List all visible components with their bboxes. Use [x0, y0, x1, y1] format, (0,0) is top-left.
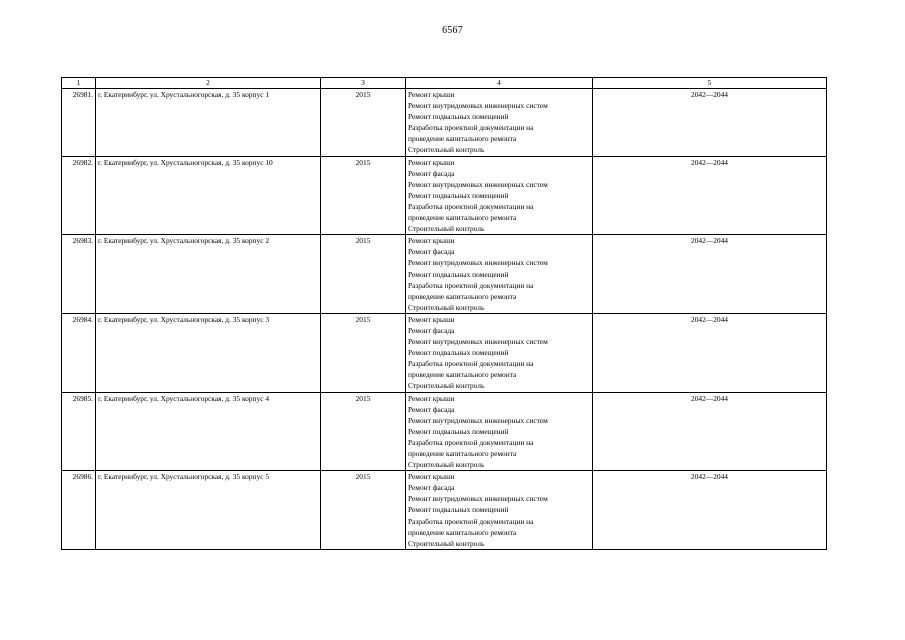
- work-item: Строительный контроль: [408, 460, 485, 470]
- work-item: проведение капитального ремонта: [408, 527, 517, 537]
- works-cell: [406, 156, 593, 235]
- table-row: [62, 156, 827, 235]
- row-number-cell: 26984.: [62, 313, 96, 392]
- work-item: Ремонт фасада: [408, 483, 455, 493]
- column-number-1: 1: [62, 78, 96, 89]
- works-cell: [406, 235, 593, 314]
- page-number: 6567: [442, 25, 463, 36]
- work-item: Разработка проектной документации на: [408, 437, 534, 447]
- column-number-2: 2: [96, 78, 321, 89]
- column-number-header-row: [62, 78, 827, 89]
- row-number-cell: 26983.: [62, 235, 96, 314]
- work-item: Ремонт фасада: [408, 168, 455, 178]
- work-item: Строительный контроль: [408, 538, 485, 548]
- work-item: Ремонт подвальных помещений: [408, 190, 509, 200]
- row-number-cell: 26986.: [62, 471, 96, 550]
- work-item: Разработка проектной документации на: [408, 516, 534, 526]
- period-cell: 2042—2044: [593, 89, 827, 157]
- work-item: Ремонт внутридомовых инженерных систем: [408, 101, 548, 111]
- period-cell: 2042—2044: [593, 313, 827, 392]
- address-cell: г. Екатеринбург, ул. Хрустальногорская, д. 35 корпус 2: [96, 235, 321, 314]
- year-cell: 2015: [321, 471, 406, 550]
- work-item: Ремонт фасада: [408, 247, 455, 257]
- table-row: [62, 471, 827, 550]
- table-row: [62, 313, 827, 392]
- period-cell: 2042—2044: [593, 156, 827, 235]
- year-cell: 2015: [321, 89, 406, 157]
- address-cell: г. Екатеринбург, ул. Хрустальногорская, д. 35 корпус 5: [96, 471, 321, 550]
- work-item: проведение капитального ремонта: [408, 449, 517, 458]
- work-item: Строительный контроль: [408, 302, 485, 312]
- works-cell: [406, 89, 593, 157]
- work-item: Ремонт подвальных помещений: [408, 426, 509, 436]
- row-number-cell: 26981.: [62, 89, 96, 157]
- work-item: Ремонт крыши: [408, 157, 455, 167]
- work-item: Ремонт крыши: [408, 236, 455, 246]
- work-item: Ремонт подвальных помещений: [408, 348, 509, 358]
- work-item: Ремонт крыши: [408, 472, 455, 482]
- column-number-3: 3: [321, 78, 406, 89]
- table-body: [62, 89, 827, 550]
- year-cell: 2015: [321, 156, 406, 235]
- work-item: Строительный контроль: [408, 224, 485, 234]
- work-item: проведение капитального ремонта: [408, 213, 517, 223]
- address-cell: г. Екатеринбург, ул. Хрустальногорская, д. 35 корпус 1: [96, 89, 321, 157]
- address-cell: г. Екатеринбург, ул. Хрустальногорская, д. 35 корпус 4: [96, 392, 321, 471]
- period-cell: 2042—2044: [593, 392, 827, 471]
- address-cell: г. Екатеринбург, ул. Хрустальногорская, д. 35 корпус 10: [96, 156, 321, 235]
- table-row: [62, 235, 827, 314]
- work-item: Ремонт внутридомовых инженерных систем: [408, 337, 548, 347]
- period-cell: 2042—2044: [593, 471, 827, 550]
- work-item: Ремонт подвальных помещений: [408, 112, 509, 122]
- work-item: Разработка проектной документации на: [408, 201, 534, 211]
- work-item: Ремонт крыши: [408, 393, 455, 403]
- year-cell: 2015: [321, 392, 406, 471]
- work-item: Строительный контроль: [408, 145, 485, 155]
- repair-schedule-table: [61, 77, 827, 550]
- work-item: Ремонт внутридомовых инженерных систем: [408, 415, 548, 425]
- row-number-cell: 26982.: [62, 156, 96, 235]
- work-item: Строительный контроль: [408, 381, 485, 391]
- work-item: Ремонт фасада: [408, 325, 455, 335]
- works-cell: [406, 392, 593, 471]
- work-item: проведение капитального ремонта: [408, 134, 517, 144]
- work-item: Ремонт внутридомовых инженерных систем: [408, 258, 548, 268]
- work-item: Ремонт подвальных помещений: [408, 269, 509, 279]
- work-item: Ремонт внутридомовых инженерных систем: [408, 179, 548, 189]
- works-cell: [406, 471, 593, 550]
- work-item: Ремонт крыши: [408, 90, 455, 99]
- work-item: Ремонт внутридомовых инженерных систем: [408, 494, 548, 504]
- row-number-cell: 26985.: [62, 392, 96, 471]
- address-cell: г. Екатеринбург, ул. Хрустальногорская, д. 35 корпус 3: [96, 313, 321, 392]
- work-item: Разработка проектной документации на: [408, 359, 534, 369]
- work-item: Ремонт крыши: [408, 314, 455, 324]
- work-item: Ремонт подвальных помещений: [408, 505, 509, 515]
- table-row: [62, 89, 827, 157]
- work-item: проведение капитального ремонта: [408, 370, 517, 380]
- work-item: Ремонт фасада: [408, 404, 455, 414]
- work-item: Разработка проектной документации на: [408, 280, 534, 290]
- column-number-4: 4: [406, 78, 593, 89]
- year-cell: 2015: [321, 313, 406, 392]
- table-row: [62, 392, 827, 471]
- works-cell: [406, 313, 593, 392]
- work-item: Разработка проектной документации на: [408, 123, 534, 133]
- year-cell: 2015: [321, 235, 406, 314]
- column-number-5: 5: [593, 78, 827, 89]
- period-cell: 2042—2044: [593, 235, 827, 314]
- work-item: проведение капитального ремонта: [408, 291, 517, 301]
